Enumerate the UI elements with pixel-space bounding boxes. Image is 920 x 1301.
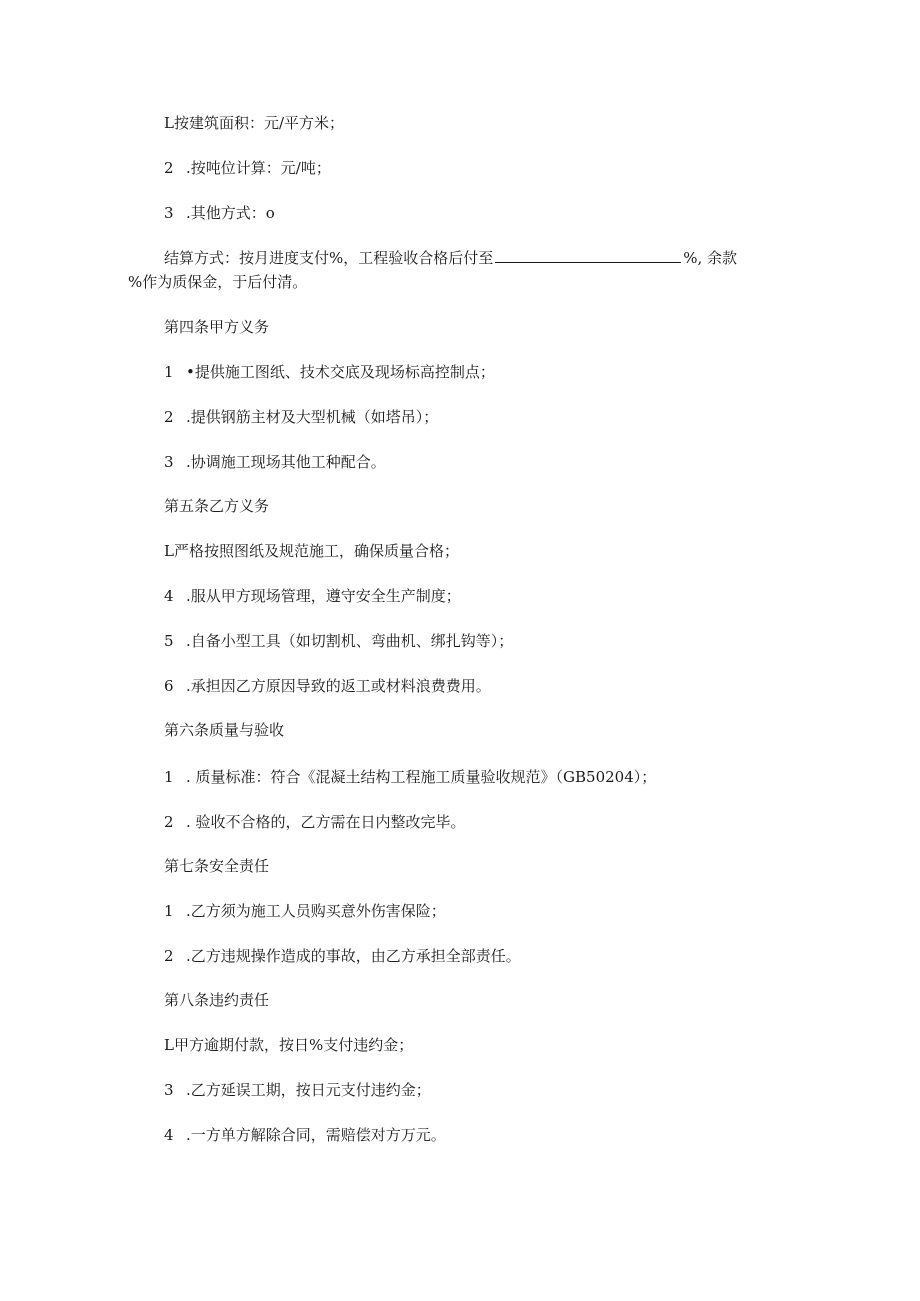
settlement-text-after: %, 余款 — [683, 249, 738, 267]
article-5-title — [164, 496, 269, 516]
item-text: L严格按照图纸及规范施工，确保质量合格； — [164, 542, 459, 560]
article-5-item-1 — [164, 541, 459, 561]
article-title: 第四条甲方义务 — [164, 318, 270, 336]
article-7-item-2 — [164, 946, 521, 966]
article-4-item-3 — [164, 452, 386, 472]
fill-in-blank — [495, 248, 681, 263]
article-5-item-3 — [164, 631, 513, 651]
settlement-line-2 — [128, 272, 307, 292]
settlement-line-1 — [164, 248, 737, 268]
article-5-item-2 — [164, 586, 461, 606]
item-number: 2 — [164, 813, 174, 831]
clause-number: 3 — [164, 204, 174, 222]
item-text: . 验收不合格的，乙方需在日内整改完毕。 — [186, 813, 466, 831]
item-text: .乙方须为施工人员购买意外伤害保险； — [186, 902, 446, 920]
clause-text: .按吨位计算：元/吨； — [186, 159, 331, 177]
article-8-item-2 — [164, 1080, 431, 1100]
article-8-title — [164, 990, 269, 1010]
article-4-item-2 — [164, 407, 438, 427]
article-7-title — [164, 856, 269, 876]
article-6-title — [164, 720, 284, 740]
item-text: .一方单方解除合同，需赔偿对方万元。 — [186, 1126, 446, 1144]
article-6-item-1 — [164, 767, 656, 787]
item-number: 2 — [164, 947, 174, 965]
clause-number: 2 — [164, 159, 174, 177]
article-4-item-1 — [164, 362, 495, 382]
item-number: 3 — [164, 453, 174, 471]
item-text: .自备小型工具（如切割机、弯曲机、绑扎钩等）； — [186, 632, 514, 650]
item-number: 3 — [164, 1081, 174, 1099]
item-number: 2 — [164, 408, 174, 426]
article-5-item-4 — [164, 676, 491, 696]
article-title: 第五条乙方义务 — [164, 497, 270, 515]
item-number: 1 — [164, 902, 174, 920]
item-text: .服从甲方现场管理，遵守安全生产制度； — [186, 587, 461, 605]
item-text: .乙方延误工期，按日元支付违约金； — [186, 1081, 431, 1099]
item-text: . 质量标准：符合《混凝土结构工程施工质量验收规范》（GB50204）； — [186, 768, 657, 786]
article-6-item-2 — [164, 812, 466, 832]
article-8-item-3 — [164, 1125, 446, 1145]
article-title: 第七条安全责任 — [164, 857, 270, 875]
item-text: .承担因乙方原因导致的返工或材料浪费费用。 — [186, 677, 491, 695]
item-number: 1 — [164, 768, 174, 786]
item-number: 6 — [164, 677, 174, 695]
article-title: 第六条质量与验收 — [164, 721, 285, 739]
clause-text: L按建筑面积：元/平方米； — [164, 114, 345, 132]
item-text: .提供钢筋主材及大型机械（如塔吊）； — [186, 408, 439, 426]
article-7-item-1 — [164, 901, 446, 921]
article-8-item-1 — [164, 1035, 413, 1055]
item-text: L甲方逾期付款，按日%支付违约金； — [164, 1036, 414, 1054]
item-text: •提供施工图纸、技术交底及现场标高控制点； — [186, 363, 495, 381]
item-number: 4 — [164, 1126, 174, 1144]
item-number: 5 — [164, 632, 174, 650]
item-text: .乙方违规操作造成的事故，由乙方承担全部责任。 — [186, 947, 521, 965]
item-number: 1 — [164, 363, 174, 381]
clause-item-2 — [164, 158, 331, 178]
settlement-text: 结算方式：按月进度支付%，工程验收合格后付至 — [164, 249, 494, 267]
settlement-text: %作为质保金，于后付清。 — [128, 273, 308, 291]
article-4-title — [164, 317, 269, 337]
clause-item-1 — [164, 113, 344, 133]
item-number: 4 — [164, 587, 174, 605]
clause-text: .其他方式：o — [186, 204, 275, 222]
article-title: 第八条违约责任 — [164, 991, 270, 1009]
item-text: .协调施工现场其他工种配合。 — [186, 453, 386, 471]
clause-item-3 — [164, 203, 275, 223]
